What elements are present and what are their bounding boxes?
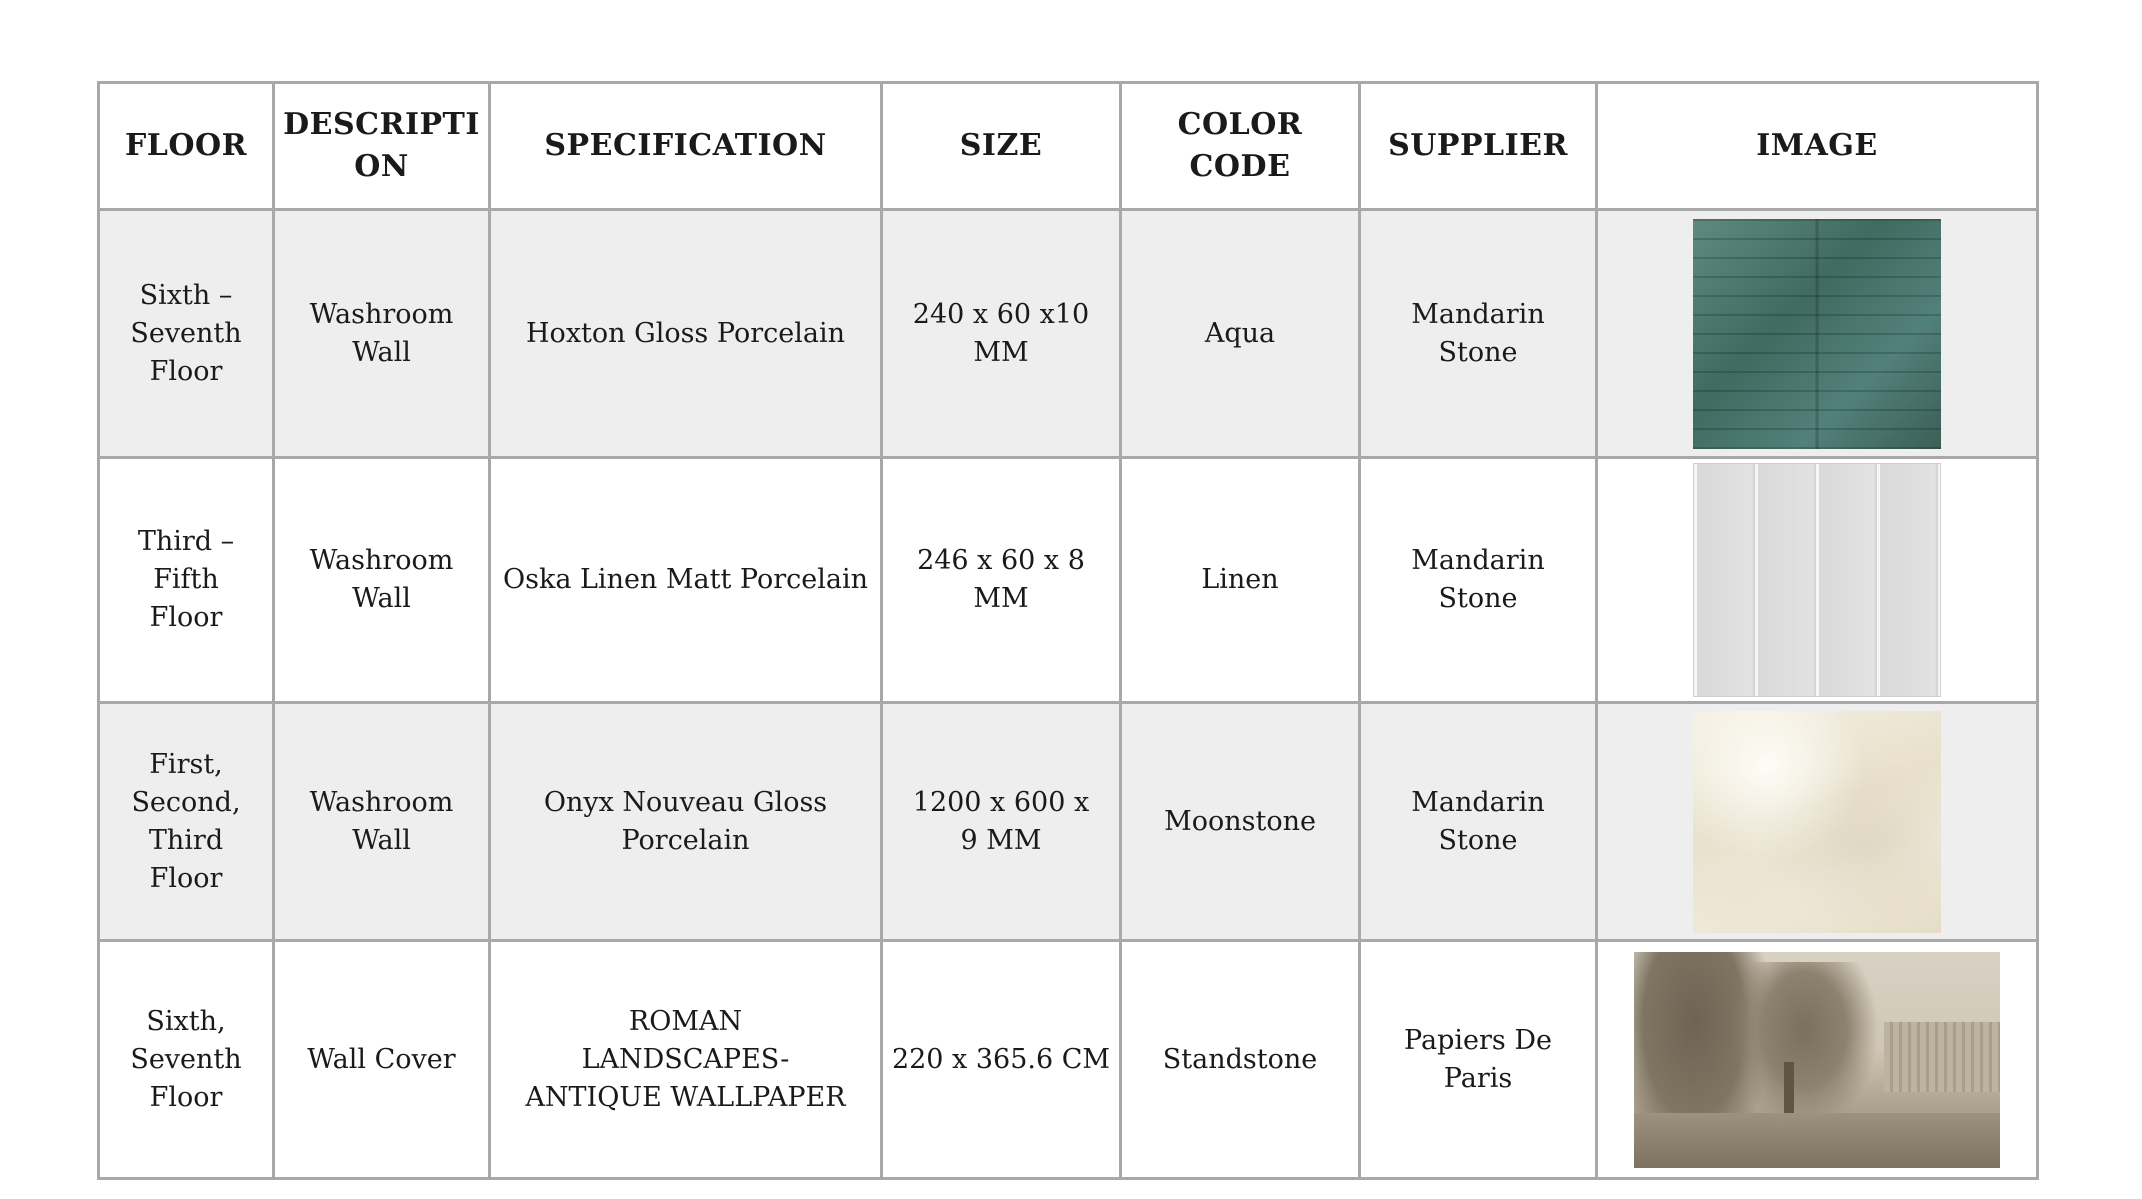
header-size: SIZE — [882, 83, 1121, 210]
supplier-cell: Mandarin Stone — [1360, 210, 1597, 458]
table-row — [99, 210, 2038, 458]
floor-cell: Sixth – Seventh Floor — [99, 210, 274, 458]
description-cell: Washroom Wall — [274, 458, 490, 703]
color-code-cell: Moonstone — [1121, 703, 1360, 941]
aqua-tile-image — [1693, 219, 1941, 449]
color-code-cell: Aqua — [1121, 210, 1360, 458]
ground-shape — [1634, 1113, 2000, 1168]
specification-cell: ROMAN LANDSCAPES- ANTIQUE WALLPAPER — [490, 941, 882, 1179]
header-color-code: COLOR CODE — [1121, 83, 1360, 210]
table-row — [99, 458, 2038, 703]
header-floor: FLOOR — [99, 83, 274, 210]
color-code-cell: Standstone — [1121, 941, 1360, 1179]
supplier-cell: Mandarin Stone — [1360, 703, 1597, 941]
header-image: IMAGE — [1597, 83, 2038, 210]
description-cell: Washroom Wall — [274, 210, 490, 458]
specification-cell: Oska Linen Matt Porcelain — [490, 458, 882, 703]
size-cell: 1200 x 600 x 9 MM — [882, 703, 1121, 941]
supplier-cell: Mandarin Stone — [1360, 458, 1597, 703]
building-shape — [1884, 1022, 2000, 1092]
floor-cell: First, Second, Third Floor — [99, 703, 274, 941]
supplier-cell: Papiers De Paris — [1360, 941, 1597, 1179]
floor-cell: Sixth, Seventh Floor — [99, 941, 274, 1179]
size-cell: 240 x 60 x10 MM — [882, 210, 1121, 458]
table-row — [99, 941, 2038, 1179]
moonstone-marble-image — [1693, 711, 1941, 933]
specification-cell: Onyx Nouveau Gloss Porcelain — [490, 703, 882, 941]
specification-table — [97, 81, 2039, 1180]
color-code-cell: Linen — [1121, 458, 1360, 703]
description-cell: Washroom Wall — [274, 703, 490, 941]
floor-cell: Third – Fifth Floor — [99, 458, 274, 703]
image-cell — [1597, 941, 2038, 1179]
table-row — [99, 703, 2038, 941]
header-supplier: SUPPLIER — [1360, 83, 1597, 210]
size-cell: 220 x 365.6 CM — [882, 941, 1121, 1179]
image-cell — [1597, 703, 2038, 941]
image-cell — [1597, 210, 2038, 458]
description-cell: Wall Cover — [274, 941, 490, 1179]
landscape-wallpaper-image — [1634, 952, 2000, 1168]
header-row — [99, 83, 2038, 210]
specification-cell: Hoxton Gloss Porcelain — [490, 210, 882, 458]
linen-tile-image — [1693, 463, 1941, 697]
image-cell — [1597, 458, 2038, 703]
header-specification: SPECIFICATION — [490, 83, 882, 210]
header-description: DESCRIPTION — [274, 83, 490, 210]
size-cell: 246 x 60 x 8 MM — [882, 458, 1121, 703]
tree-shape — [1729, 962, 1879, 1132]
